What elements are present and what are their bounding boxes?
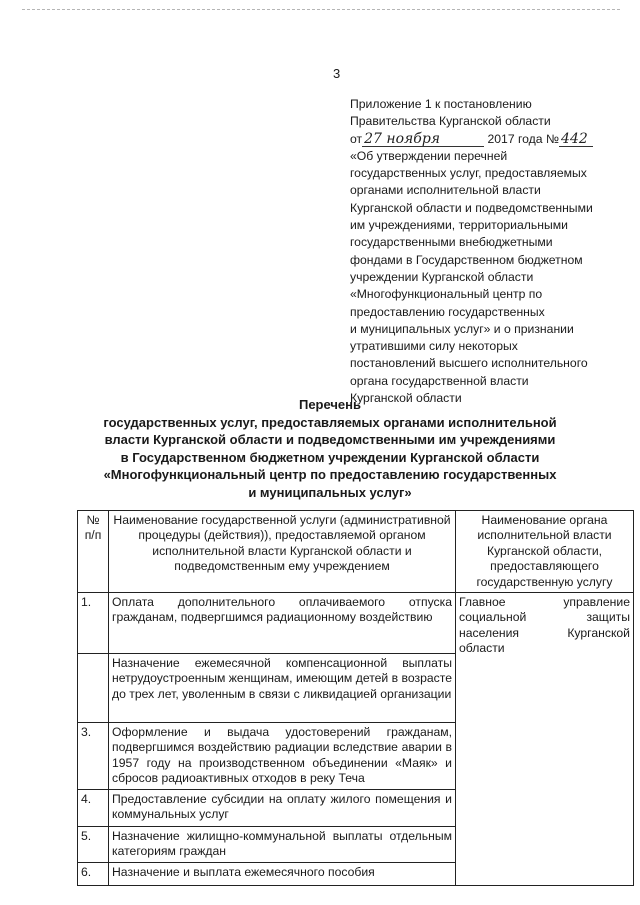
handwritten-date: 27 ноября [362,133,484,147]
header-num: № п/п [78,511,109,593]
title-line: власти Курганской области и подведомственными им учреждениями [104,432,556,447]
appendix-text-line: и муниципальных услуг» и о признании [350,321,574,336]
header-agency: Наименование органа исполнительной власти Курганской области, предоставляющего государственную услугу [456,511,634,593]
appendix-text-line: фондами в Государственном бюджетном [350,252,583,267]
title-line: в Государственном бюджетном учреждении Курганской области [120,449,540,465]
row-num: 5. [78,826,109,862]
appendix-text-line: органа государственной власти [350,373,529,388]
document-title [95,396,565,501]
row-num: 4. [78,789,109,826]
header-service-name: Наименование государственной услуги (административной процедуры (действия)), предоставляемой органом исполнительной власти Курганской области и подведомственным ему учреждением [109,511,456,593]
appendix-text-line: Курганской области [350,391,462,406]
row-service-name: Назначение жилищно-коммунальной выплаты отдельным категориям граждан [109,826,456,862]
title-line: и муниципальных услуг» [248,484,412,500]
row-num: 3. [78,723,109,790]
row-num: 6. [78,862,109,885]
appendix-text-line: государственных услуг, предоставляемых [350,166,587,181]
appendix-text-line: предоставлению государственных [350,304,545,319]
appendix-line-2: Правительства Курганской области [350,114,551,129]
row-service-name: Оплата дополнительного оплачиваемого отпуска гражданам, подвергшимся радиационному воздействию [109,593,456,654]
title-heading: Перечень [298,397,362,412]
appendix-date-line [350,131,615,148]
table-row [78,593,634,654]
row-num [78,654,109,723]
title-line: «Многофункциональный центр по предоставлению государственных [103,467,557,482]
appendix-text-line: утратившими силу некоторых [350,339,518,354]
appendix-block [350,96,615,407]
appendix-line-1: Приложение 1 к постановлению [350,97,532,111]
row-service-name: Предоставление субсидии на оплату жилого помещения и коммунальных услуг [109,789,456,826]
table-header-row [78,511,634,593]
appendix-text-line: им учреждениями, территориальными [350,218,568,233]
year-text: 2017 года № [487,131,560,146]
row-service-name: Назначение и выплата ежемесячного пособия [109,862,456,885]
page-number: 3 [333,66,341,81]
appendix-text-line: государственными внебюджетными [350,235,553,250]
title-line: государственных услуг, предоставляемых органами исполнительной [103,414,557,430]
appendix-text-line: «Многофункциональный центр по [350,287,543,302]
appendix-text-line: «Об утверждении перечней [350,148,508,163]
appendix-text-line: постановлений высшего исполнительного [350,356,588,371]
row-service-name: Назначение ежемесячной компенсационной выплаты нетрудоустроенным женщинам, имеющим детей в возрасте до трех лет, уволенным в связи с ликвидацией организации [109,654,456,723]
scan-top-edge [22,9,620,10]
row-service-name: Оформление и выдача удостоверений гражданам, подвергшимся воздействию радиации вследствие аварии в 1957 году на производственном объединении «Маяк» и сбросов радиоактивных отходов в реку Теча [109,723,456,790]
handwritten-number: 442 [559,133,593,147]
appendix-text-line: учреждении Курганской области [350,269,534,284]
row-num: 1. [78,593,109,654]
date-prefix: от [350,131,363,146]
appendix-text-line: органами исполнительной власти [350,183,541,198]
services-table [77,510,634,886]
appendix-text-line: Курганской области и подведомственными [350,200,593,215]
row-agency: Главное управление социальной защиты населения Курганской области [456,593,634,886]
